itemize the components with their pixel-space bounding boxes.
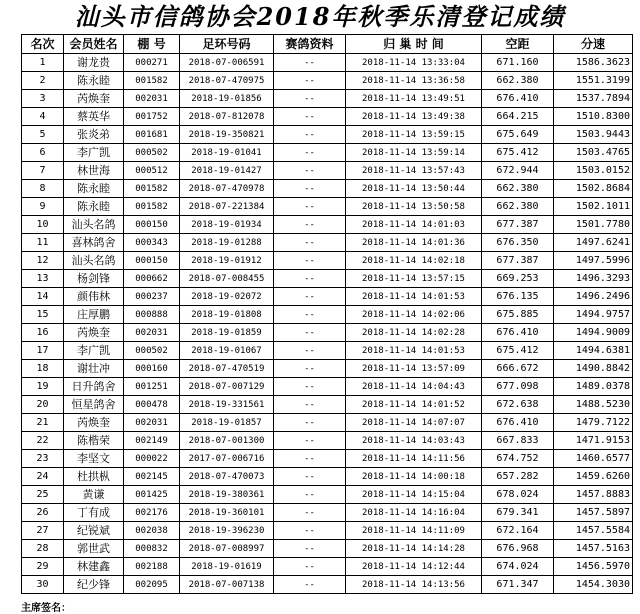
speed-cell: 1488.5230 (554, 396, 633, 414)
speed-cell: 1490.8842 (554, 360, 633, 378)
arrival-time-cell: 2018-11-14 13:59:14 (346, 144, 482, 162)
rank-cell: 12 (22, 252, 64, 270)
rank-cell: 9 (22, 198, 64, 216)
ring-number-cell: 2018-19-01912 (180, 252, 274, 270)
ring-number-cell: 2018-19-01041 (180, 144, 274, 162)
speed-cell: 1502.8684 (554, 180, 633, 198)
table-row (22, 270, 633, 288)
table-row (22, 324, 633, 342)
pigeon-info-cell: -- (274, 252, 346, 270)
member-name-cell: 纪锐斌 (64, 522, 124, 540)
table-row (22, 126, 633, 144)
arrival-time-cell: 2018-11-14 14:02:06 (346, 306, 482, 324)
table-body (22, 54, 633, 594)
arrival-time-cell: 2018-11-14 13:49:51 (346, 90, 482, 108)
rank-cell: 11 (22, 234, 64, 252)
arrival-time-cell: 2018-11-14 13:57:43 (346, 162, 482, 180)
pigeon-info-cell: -- (274, 414, 346, 432)
rank-cell: 30 (22, 576, 64, 594)
pigeon-info-cell: -- (274, 90, 346, 108)
speed-cell: 1479.7122 (554, 414, 633, 432)
page-title: 汕头市信鸽协会2018年秋季乐清登记成绩 (74, 2, 566, 31)
member-name-cell: 李广凯 (64, 342, 124, 360)
ring-number-cell: 2018-19-01859 (180, 324, 274, 342)
loft-number-cell: 000832 (124, 540, 180, 558)
rank-cell: 21 (22, 414, 64, 432)
rank-cell: 4 (22, 108, 64, 126)
member-name-cell: 李广凯 (64, 144, 124, 162)
pigeon-info-cell: -- (274, 306, 346, 324)
ring-number-cell: 2018-19-331561 (180, 396, 274, 414)
table-row (22, 414, 633, 432)
table-row (22, 360, 633, 378)
ring-number-cell: 2018-19-02072 (180, 288, 274, 306)
table-row (22, 54, 633, 72)
column-header-arrival-time: 归 巢 时 间 (346, 35, 482, 54)
loft-number-cell: 000150 (124, 252, 180, 270)
speed-cell: 1496.2496 (554, 288, 633, 306)
ring-number-cell: 2018-07-008455 (180, 270, 274, 288)
speed-cell: 1457.8883 (554, 486, 633, 504)
loft-number-cell: 000512 (124, 162, 180, 180)
loft-number-cell: 002095 (124, 576, 180, 594)
pigeon-info-cell: -- (274, 522, 346, 540)
distance-cell: 676.410 (482, 324, 554, 342)
member-name-cell: 林世海 (64, 162, 124, 180)
member-name-cell: 陈永睦 (64, 180, 124, 198)
ring-number-cell: 2018-19-01067 (180, 342, 274, 360)
loft-number-cell: 000502 (124, 144, 180, 162)
ring-number-cell: 2018-07-812078 (180, 108, 274, 126)
pigeon-info-cell: -- (274, 216, 346, 234)
distance-cell: 675.649 (482, 126, 554, 144)
arrival-time-cell: 2018-11-14 13:57:09 (346, 360, 482, 378)
speed-cell: 1459.6260 (554, 468, 633, 486)
member-name-cell: 陈永睦 (64, 198, 124, 216)
ring-number-cell: 2018-19-01856 (180, 90, 274, 108)
footer-signature-label: 主席签名： (21, 603, 71, 614)
loft-number-cell: 001582 (124, 198, 180, 216)
ring-number-cell: 2018-07-008997 (180, 540, 274, 558)
distance-cell: 676.410 (482, 414, 554, 432)
loft-number-cell: 000478 (124, 396, 180, 414)
ring-number-cell: 2017-07-006716 (180, 450, 274, 468)
member-name-cell: 蔡英华 (64, 108, 124, 126)
distance-cell: 662.380 (482, 180, 554, 198)
pigeon-info-cell: -- (274, 450, 346, 468)
member-name-cell: 谢龙贵 (64, 54, 124, 72)
speed-cell: 1457.5163 (554, 540, 633, 558)
member-name-cell: 日升鸽舍 (64, 378, 124, 396)
distance-cell: 667.833 (482, 432, 554, 450)
loft-number-cell: 000343 (124, 234, 180, 252)
arrival-time-cell: 2018-11-14 14:01:36 (346, 234, 482, 252)
loft-number-cell: 002176 (124, 504, 180, 522)
member-name-cell: 汕头名鸽 (64, 216, 124, 234)
distance-cell: 677.387 (482, 216, 554, 234)
arrival-time-cell: 2018-11-14 14:15:04 (346, 486, 482, 504)
ring-number-cell: 2018-07-470978 (180, 180, 274, 198)
distance-cell: 669.253 (482, 270, 554, 288)
rank-cell: 1 (22, 54, 64, 72)
table-row (22, 576, 633, 594)
rank-cell: 5 (22, 126, 64, 144)
member-name-cell: 黄谦 (64, 486, 124, 504)
rank-cell: 19 (22, 378, 64, 396)
member-name-cell: 恒星鸽舍 (64, 396, 124, 414)
ring-number-cell: 2018-07-221384 (180, 198, 274, 216)
distance-cell: 662.380 (482, 72, 554, 90)
member-name-cell: 丁有成 (64, 504, 124, 522)
table-row (22, 144, 633, 162)
distance-cell: 676.135 (482, 288, 554, 306)
loft-number-cell: 001251 (124, 378, 180, 396)
pigeon-info-cell: -- (274, 468, 346, 486)
column-header-distance: 空距 (482, 35, 554, 54)
speed-cell: 1503.9443 (554, 126, 633, 144)
table-row (22, 162, 633, 180)
loft-number-cell: 001582 (124, 72, 180, 90)
ring-number-cell: 2018-07-470519 (180, 360, 274, 378)
arrival-time-cell: 2018-11-14 14:11:56 (346, 450, 482, 468)
speed-cell: 1456.5970 (554, 558, 633, 576)
column-header-speed: 分速 (554, 35, 633, 54)
rank-cell: 7 (22, 162, 64, 180)
loft-number-cell: 002149 (124, 432, 180, 450)
speed-cell: 1494.9757 (554, 306, 633, 324)
table-row (22, 252, 633, 270)
loft-number-cell: 000502 (124, 342, 180, 360)
rank-cell: 23 (22, 450, 64, 468)
ring-number-cell: 2018-19-01619 (180, 558, 274, 576)
loft-number-cell: 000160 (124, 360, 180, 378)
member-name-cell: 谢壮冲 (64, 360, 124, 378)
arrival-time-cell: 2018-11-14 13:36:58 (346, 72, 482, 90)
member-name-cell: 纪少锋 (64, 576, 124, 594)
ring-number-cell: 2018-07-001300 (180, 432, 274, 450)
speed-cell: 1501.7780 (554, 216, 633, 234)
column-header-ring-number: 足环号码 (180, 35, 274, 54)
rank-cell: 26 (22, 504, 64, 522)
loft-number-cell: 002038 (124, 522, 180, 540)
distance-cell: 679.341 (482, 504, 554, 522)
pigeon-info-cell: -- (274, 72, 346, 90)
table-row (22, 558, 633, 576)
loft-number-cell: 001752 (124, 108, 180, 126)
rank-cell: 16 (22, 324, 64, 342)
arrival-time-cell: 2018-11-14 13:59:15 (346, 126, 482, 144)
rank-cell: 13 (22, 270, 64, 288)
speed-cell: 1497.5996 (554, 252, 633, 270)
results-table (21, 34, 633, 594)
distance-cell: 664.215 (482, 108, 554, 126)
pigeon-info-cell: -- (274, 270, 346, 288)
distance-cell: 675.412 (482, 342, 554, 360)
arrival-time-cell: 2018-11-14 14:00:18 (346, 468, 482, 486)
ring-number-cell: 2018-07-470975 (180, 72, 274, 90)
arrival-time-cell: 2018-11-14 13:50:44 (346, 180, 482, 198)
arrival-time-cell: 2018-11-14 14:01:53 (346, 342, 482, 360)
table-row (22, 108, 633, 126)
member-name-cell: 喜林鸽舍 (64, 234, 124, 252)
rank-cell: 14 (22, 288, 64, 306)
member-name-cell: 芮焕奎 (64, 90, 124, 108)
table-row (22, 342, 633, 360)
pigeon-info-cell: -- (274, 342, 346, 360)
pigeon-info-cell: -- (274, 108, 346, 126)
speed-cell: 1502.1011 (554, 198, 633, 216)
table-row (22, 468, 633, 486)
loft-number-cell: 000237 (124, 288, 180, 306)
ring-number-cell: 2018-19-350821 (180, 126, 274, 144)
speed-cell: 1454.3030 (554, 576, 633, 594)
distance-cell: 671.347 (482, 576, 554, 594)
distance-cell: 676.968 (482, 540, 554, 558)
speed-cell: 1537.7894 (554, 90, 633, 108)
loft-number-cell: 001582 (124, 180, 180, 198)
table-row (22, 180, 633, 198)
distance-cell: 672.944 (482, 162, 554, 180)
speed-cell: 1494.9009 (554, 324, 633, 342)
rank-cell: 3 (22, 90, 64, 108)
member-name-cell: 汕头名鸽 (64, 252, 124, 270)
loft-number-cell: 002188 (124, 558, 180, 576)
table-row (22, 396, 633, 414)
rank-cell: 15 (22, 306, 64, 324)
distance-cell: 677.387 (482, 252, 554, 270)
ring-number-cell: 2018-19-01288 (180, 234, 274, 252)
member-name-cell: 杜拱枞 (64, 468, 124, 486)
distance-cell: 662.380 (482, 198, 554, 216)
column-header-loft-number: 棚 号 (124, 35, 180, 54)
distance-cell: 675.885 (482, 306, 554, 324)
loft-number-cell: 002031 (124, 414, 180, 432)
table-row (22, 198, 633, 216)
pigeon-info-cell: -- (274, 234, 346, 252)
rank-cell: 18 (22, 360, 64, 378)
column-header-member-name: 会员姓名 (64, 35, 124, 54)
column-header-rank: 名次 (22, 35, 64, 54)
pigeon-info-cell: -- (274, 576, 346, 594)
rank-cell: 22 (22, 432, 64, 450)
rank-cell: 2 (22, 72, 64, 90)
loft-number-cell: 000271 (124, 54, 180, 72)
member-name-cell: 陈永睦 (64, 72, 124, 90)
ring-number-cell: 2018-19-396230 (180, 522, 274, 540)
rank-cell: 8 (22, 180, 64, 198)
member-name-cell: 张炎弟 (64, 126, 124, 144)
ring-number-cell: 2018-07-470073 (180, 468, 274, 486)
loft-number-cell: 000888 (124, 306, 180, 324)
distance-cell: 672.638 (482, 396, 554, 414)
ring-number-cell: 2018-07-006591 (180, 54, 274, 72)
pigeon-info-cell: -- (274, 126, 346, 144)
member-name-cell: 郭世武 (64, 540, 124, 558)
ring-number-cell: 2018-07-007129 (180, 378, 274, 396)
table-header-row (22, 35, 633, 54)
member-name-cell: 杨剑锋 (64, 270, 124, 288)
table-row (22, 288, 633, 306)
speed-cell: 1494.6381 (554, 342, 633, 360)
rank-cell: 29 (22, 558, 64, 576)
arrival-time-cell: 2018-11-14 14:11:09 (346, 522, 482, 540)
arrival-time-cell: 2018-11-14 13:49:38 (346, 108, 482, 126)
table-row (22, 216, 633, 234)
distance-cell: 674.752 (482, 450, 554, 468)
arrival-time-cell: 2018-11-14 14:12:44 (346, 558, 482, 576)
speed-cell: 1551.3199 (554, 72, 633, 90)
arrival-time-cell: 2018-11-14 14:02:18 (346, 252, 482, 270)
speed-cell: 1503.4765 (554, 144, 633, 162)
pigeon-info-cell: -- (274, 558, 346, 576)
arrival-time-cell: 2018-11-14 13:50:58 (346, 198, 482, 216)
ring-number-cell: 2018-19-01427 (180, 162, 274, 180)
rank-cell: 28 (22, 540, 64, 558)
arrival-time-cell: 2018-11-14 14:13:56 (346, 576, 482, 594)
arrival-time-cell: 2018-11-14 14:02:28 (346, 324, 482, 342)
pigeon-info-cell: -- (274, 162, 346, 180)
member-name-cell: 陈楷荣 (64, 432, 124, 450)
distance-cell: 657.282 (482, 468, 554, 486)
rank-cell: 17 (22, 342, 64, 360)
distance-cell: 666.672 (482, 360, 554, 378)
rank-cell: 25 (22, 486, 64, 504)
member-name-cell: 芮焕奎 (64, 414, 124, 432)
loft-number-cell: 000662 (124, 270, 180, 288)
table-row (22, 504, 633, 522)
member-name-cell: 庄厚鹏 (64, 306, 124, 324)
speed-cell: 1460.6577 (554, 450, 633, 468)
speed-cell: 1489.0378 (554, 378, 633, 396)
distance-cell: 674.024 (482, 558, 554, 576)
arrival-time-cell: 2018-11-14 14:01:53 (346, 288, 482, 306)
rank-cell: 24 (22, 468, 64, 486)
pigeon-info-cell: -- (274, 360, 346, 378)
table-row (22, 540, 633, 558)
distance-cell: 676.350 (482, 234, 554, 252)
loft-number-cell: 000022 (124, 450, 180, 468)
table-row (22, 72, 633, 90)
pigeon-info-cell: -- (274, 378, 346, 396)
table-row (22, 378, 633, 396)
speed-cell: 1497.6241 (554, 234, 633, 252)
ring-number-cell: 2018-19-01857 (180, 414, 274, 432)
speed-cell: 1496.3293 (554, 270, 633, 288)
arrival-time-cell: 2018-11-14 14:14:28 (346, 540, 482, 558)
speed-cell: 1503.0152 (554, 162, 633, 180)
table-row (22, 234, 633, 252)
pigeon-info-cell: -- (274, 396, 346, 414)
speed-cell: 1586.3623 (554, 54, 633, 72)
distance-cell: 675.412 (482, 144, 554, 162)
pigeon-info-cell: -- (274, 504, 346, 522)
member-name-cell: 林建鑫 (64, 558, 124, 576)
ring-number-cell: 2018-19-01934 (180, 216, 274, 234)
rank-cell: 10 (22, 216, 64, 234)
loft-number-cell: 001681 (124, 126, 180, 144)
speed-cell: 1457.5584 (554, 522, 633, 540)
arrival-time-cell: 2018-11-14 14:03:43 (346, 432, 482, 450)
ring-number-cell: 2018-19-380361 (180, 486, 274, 504)
arrival-time-cell: 2018-11-14 13:57:15 (346, 270, 482, 288)
table-row (22, 486, 633, 504)
loft-number-cell: 002145 (124, 468, 180, 486)
arrival-time-cell: 2018-11-14 14:01:03 (346, 216, 482, 234)
arrival-time-cell: 2018-11-14 13:33:04 (346, 54, 482, 72)
speed-cell: 1471.9153 (554, 432, 633, 450)
pigeon-info-cell: -- (274, 180, 346, 198)
loft-number-cell: 002031 (124, 324, 180, 342)
arrival-time-cell: 2018-11-14 14:04:43 (346, 378, 482, 396)
rank-cell: 6 (22, 144, 64, 162)
ring-number-cell: 2018-19-01808 (180, 306, 274, 324)
table-row (22, 450, 633, 468)
pigeon-info-cell: -- (274, 144, 346, 162)
loft-number-cell: 002031 (124, 90, 180, 108)
table-row (22, 522, 633, 540)
distance-cell: 676.410 (482, 90, 554, 108)
ring-number-cell: 2018-07-007138 (180, 576, 274, 594)
loft-number-cell: 000150 (124, 216, 180, 234)
arrival-time-cell: 2018-11-14 14:16:04 (346, 504, 482, 522)
rank-cell: 20 (22, 396, 64, 414)
loft-number-cell: 001425 (124, 486, 180, 504)
distance-cell: 671.160 (482, 54, 554, 72)
table-row (22, 90, 633, 108)
distance-cell: 677.098 (482, 378, 554, 396)
pigeon-info-cell: -- (274, 432, 346, 450)
speed-cell: 1457.5897 (554, 504, 633, 522)
pigeon-info-cell: -- (274, 288, 346, 306)
pigeon-info-cell: -- (274, 198, 346, 216)
ring-number-cell: 2018-19-360101 (180, 504, 274, 522)
member-name-cell: 颜伟林 (64, 288, 124, 306)
member-name-cell: 李坚文 (64, 450, 124, 468)
column-header-pigeon-info: 赛鸽资料 (274, 35, 346, 54)
pigeon-info-cell: -- (274, 324, 346, 342)
pigeon-info-cell: -- (274, 54, 346, 72)
arrival-time-cell: 2018-11-14 14:01:52 (346, 396, 482, 414)
pigeon-info-cell: -- (274, 486, 346, 504)
speed-cell: 1510.8300 (554, 108, 633, 126)
member-name-cell: 芮焕奎 (64, 324, 124, 342)
arrival-time-cell: 2018-11-14 14:07:07 (346, 414, 482, 432)
pigeon-info-cell: -- (274, 540, 346, 558)
table-row (22, 432, 633, 450)
rank-cell: 27 (22, 522, 64, 540)
distance-cell: 678.024 (482, 486, 554, 504)
distance-cell: 672.164 (482, 522, 554, 540)
table-row (22, 306, 633, 324)
